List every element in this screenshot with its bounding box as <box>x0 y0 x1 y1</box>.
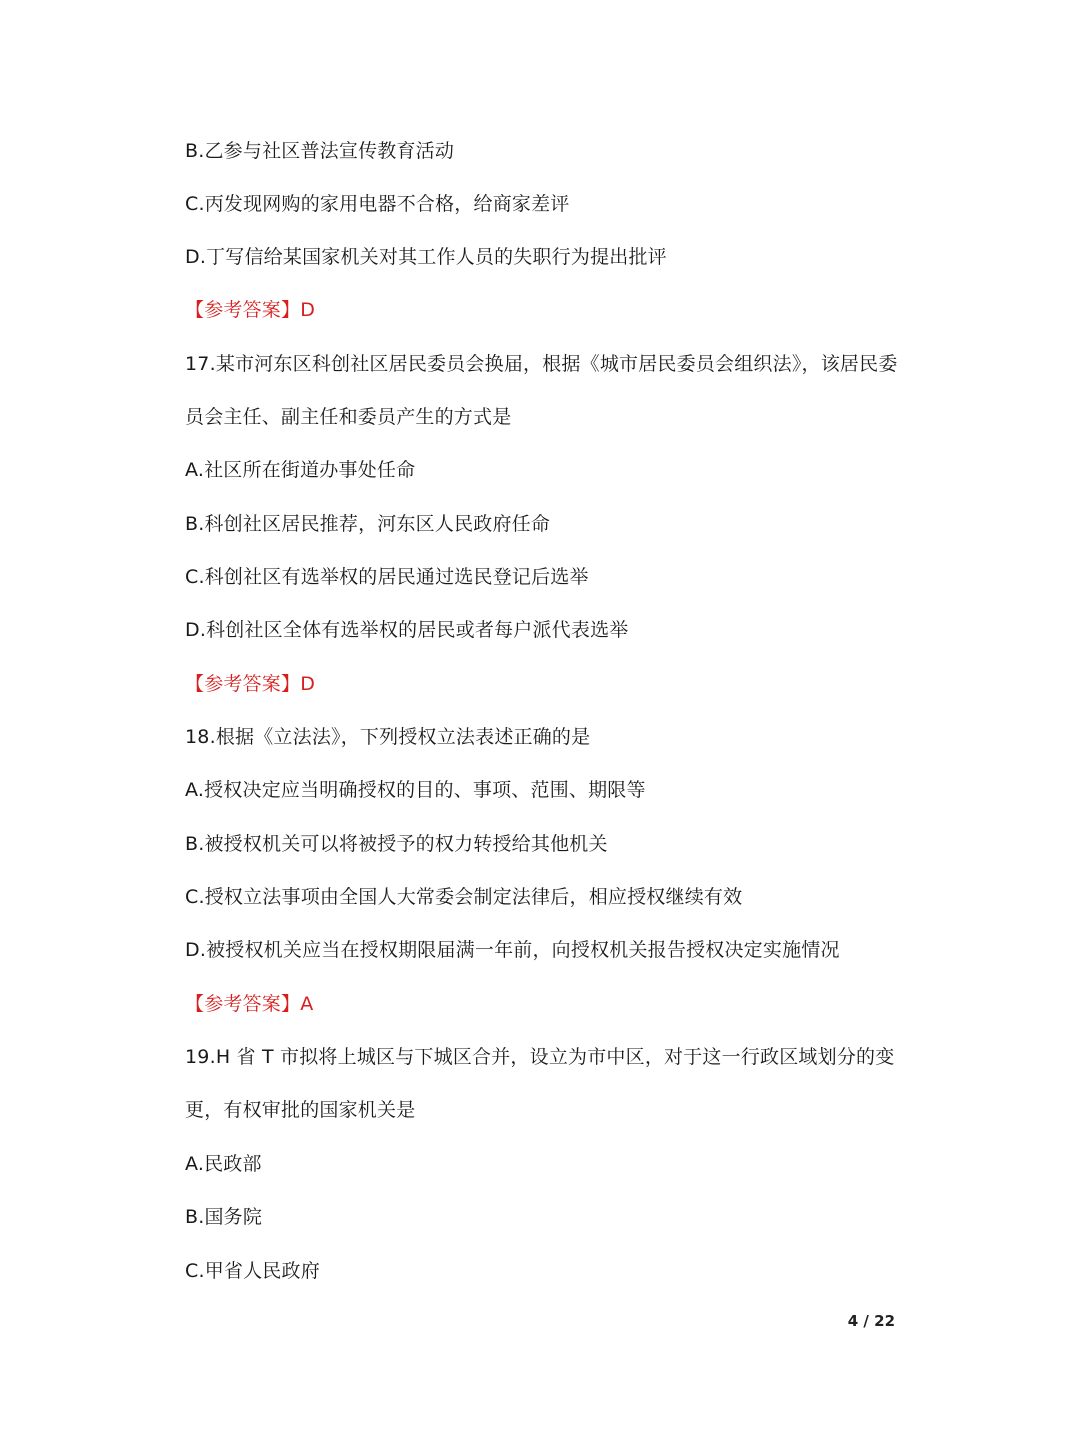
option-17-d: D.科创社区全体有选举权的居民或者每户派代表选举 <box>185 619 629 641</box>
option-18-b: B.被授权机关可以将被授予的权力转授给其他机关 <box>185 833 608 855</box>
question-19-line-2: 更，有权审批的国家机关是 <box>185 1099 416 1121</box>
question-17-line-1: 17.某市河东区科创社区居民委员会换届，根据《城市居民委员会组织法》，该居民委 <box>185 353 898 375</box>
option-18-d: D.被授权机关应当在授权期限届满一年前，向授权机关报告授权决定实施情况 <box>185 939 840 961</box>
option-19-a: A.民政部 <box>185 1153 262 1175</box>
option-16-d: D.丁写信给某国家机关对其工作人员的失职行为提出批评 <box>185 246 667 268</box>
page-number: 4 / 22 <box>847 1312 895 1330</box>
option-19-c: C.甲省人民政府 <box>185 1260 320 1282</box>
question-18: 18.根据《立法法》，下列授权立法表述正确的是 <box>185 726 591 748</box>
answer-18: 【参考答案】A <box>185 993 314 1015</box>
question-17-line-2: 员会主任、副主任和委员产生的方式是 <box>185 406 512 428</box>
option-18-c: C.授权立法事项由全国人大常委会制定法律后，相应授权继续有效 <box>185 886 743 908</box>
option-17-c: C.科创社区有选举权的居民通过选民登记后选举 <box>185 566 589 588</box>
question-19-line-1: 19.H 省 T 市拟将上城区与下城区合并，设立为市中区，对于这一行政区域划分的变 <box>185 1046 895 1068</box>
answer-16: 【参考答案】D <box>185 299 316 321</box>
option-17-b: B.科创社区居民推荐，河东区人民政府任命 <box>185 513 551 535</box>
option-17-a: A.社区所在街道办事处任命 <box>185 459 416 481</box>
option-16-c: C.丙发现网购的家用电器不合格，给商家差评 <box>185 193 570 215</box>
option-19-b: B.国务院 <box>185 1206 263 1228</box>
answer-17: 【参考答案】D <box>185 673 316 695</box>
option-16-b: B.乙参与社区普法宣传教育活动 <box>185 140 455 162</box>
option-18-a: A.授权决定应当明确授权的目的、事项、范围、期限等 <box>185 779 646 801</box>
